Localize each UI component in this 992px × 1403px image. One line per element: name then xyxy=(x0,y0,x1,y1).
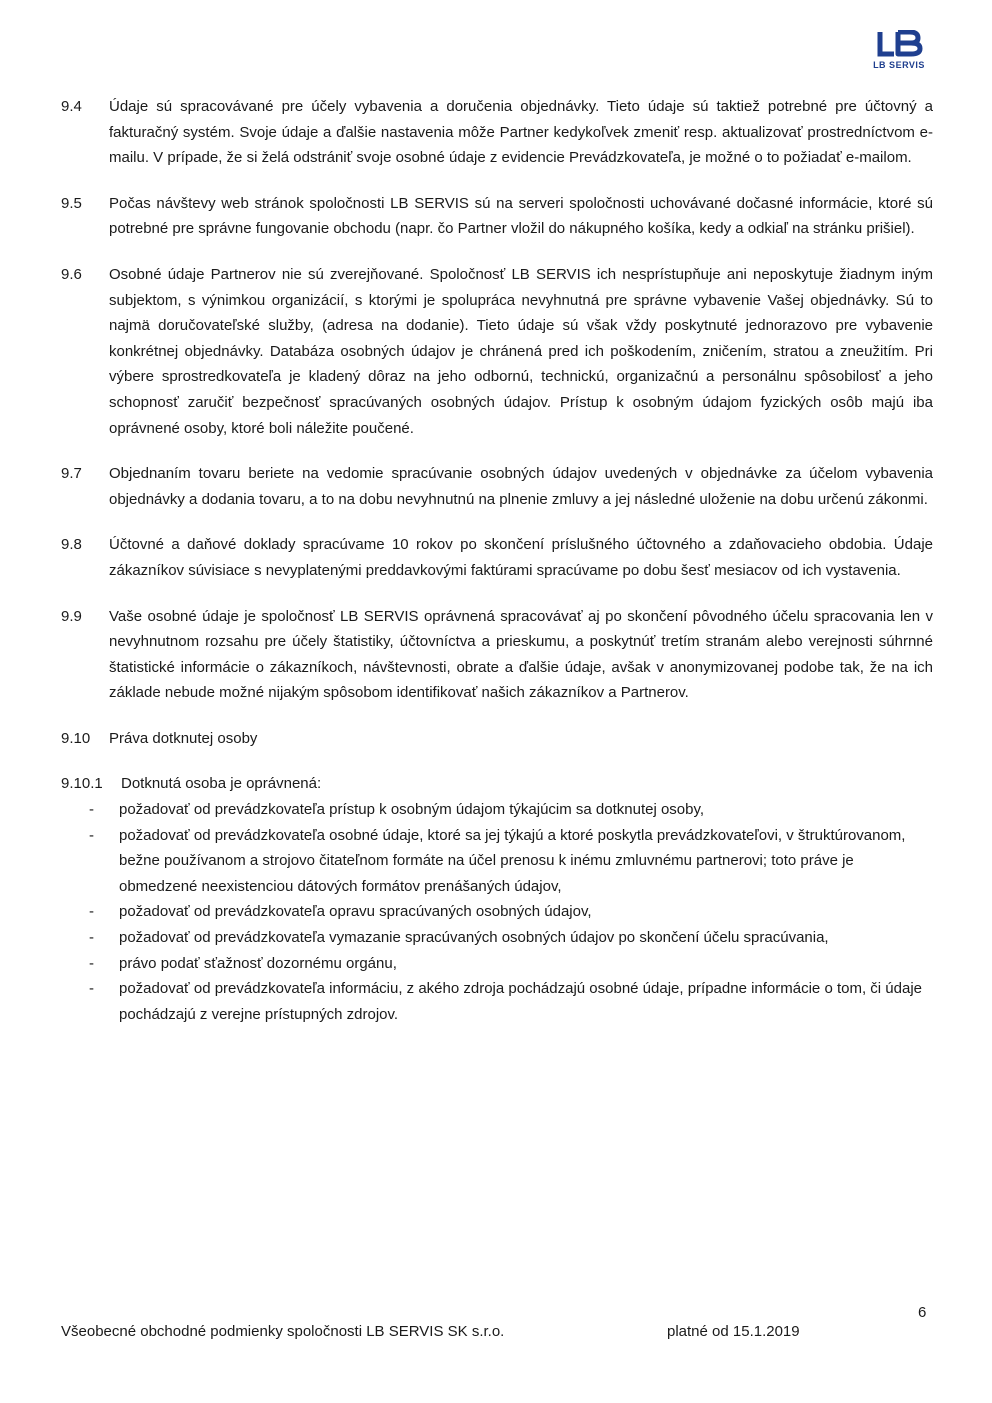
list-item xyxy=(61,823,933,900)
subsection-number: 9.10.1 xyxy=(61,775,103,793)
section-heading: Práva dotknutej osoby xyxy=(109,729,258,747)
section-text: Účtovné a daňové doklady spracúvame 10 rokov po skončení príslušného účtovného a zdaňovacieho obdobia. Údaje zákazníkov súvisiace s nevyplatenými preddavkovými faktúrami spracúvame po dobu šesť mesiacov od ich vystavenia. xyxy=(109,536,933,579)
page-number: 6 xyxy=(918,1304,927,1321)
list-item-text: požadovať od prevádzkovateľa prístup k osobným údajom týkajúcim sa dotknutej osoby, xyxy=(119,801,705,819)
list-dash: - xyxy=(89,954,94,972)
list-dash: - xyxy=(89,903,94,921)
list-item-text: požadovať od prevádzkovateľa informáciu, z akého zdroja pochádzajú osobné údaje, prípadne informácie o tom, či údaje pochádzajú z verejne prístupných zdrojov. xyxy=(119,980,922,1023)
section-number: 9.6 xyxy=(61,265,82,283)
subsection-9-10-1 xyxy=(61,771,933,797)
section-text: Údaje sú spracovávané pre účely vybavenia a doručenia objednávky. Tieto údaje sú taktiež potrebné pre účtovný a fakturačný systém. Svoje údaje a ďalšie nastavenia môže Partner kedykoľvek zmeniť resp. aktualizovať prostredníctvom e-mailu. V prípade, že si želá odstrániť svoje osobné údaje z evidencie Prevádzkovateľa, je možné o to požiadať e-mailom. xyxy=(109,98,933,167)
section-9-10 xyxy=(61,726,933,752)
list-dash: - xyxy=(89,980,94,998)
list-item xyxy=(61,925,933,951)
list-dash: - xyxy=(89,826,94,844)
subsection-title: Dotknutá osoba je oprávnená: xyxy=(121,775,322,793)
section-text: Počas návštevy web stránok spoločnosti LB SERVIS sú na serveri spoločnosti uchovávané dočasné informácie, ktoré sú potrebné pre správne fungovanie obchodu (napr. čo Partner vložil do nákupného košíka, kedy a odkiaľ na stránku prišiel). xyxy=(109,194,933,238)
section-9-4 xyxy=(61,94,933,171)
section-9-6 xyxy=(61,262,933,441)
section-number: 9.7 xyxy=(61,465,82,483)
section-text: Objednaním tovaru beriete na vedomie spracúvanie osobných údajov uvedených v objednávke za účelom vybavenia objednávky a dodania tovaru, a to na dobu nevyhnutnú na plnenie zmluvy a jej následné uloženie na dobu určenú zákonmi. xyxy=(109,465,933,508)
section-number: 9.10 xyxy=(61,729,91,747)
list-item xyxy=(61,899,933,925)
list-dash: - xyxy=(89,929,94,947)
section-9-9 xyxy=(61,604,933,706)
rights-list xyxy=(61,797,933,1027)
section-number: 9.4 xyxy=(61,98,82,115)
section-text: Vaše osobné údaje je spoločnosť LB SERVIS oprávnená spracovávať aj po skončení pôvodného účelu spracovania len v nevyhnutnom rozsahu pre účely štatistiky, účtovníctva a prieskumu, a poskytnúť tretím stranám alebo verejnosti súhrnné štatistické informácie o zákazníkoch, návštevnosti, obrate a ďalšie údaje, avšak v anonymizovanej podobe tak, že na ich základe nebude možné nijakým spôsobom identifikovať našich zákazníkov a Partnerov. xyxy=(109,607,933,702)
list-item-text: požadovať od prevádzkovateľa opravu spracúvaných osobných údajov, xyxy=(119,903,592,921)
section-number: 9.8 xyxy=(61,536,82,554)
logo-text: LB SERVIS xyxy=(873,60,925,70)
section-number: 9.5 xyxy=(61,194,82,212)
list-dash: - xyxy=(89,801,94,819)
lb-logo-icon xyxy=(866,30,932,60)
section-9-7 xyxy=(61,461,933,512)
section-text: Osobné údaje Partnerov nie sú zverejňované. Spoločnosť LB SERVIS ich nesprístupňuje ani neposkytuje žiadnym iným subjektom, s výnimkou organizácií, s ktorými je spolupráca nevyhnutná pre správne vybavenie Vašej objednávky. Sú to najmä doručovateľské služby, (adresa na dodanie). Tieto údaje sú však vždy poskytnuté jednorazovo pre vybavenie konkrétnej objednávky. Databáza osobných údajov je chránená pred ich poškodením, zničením, stratou a zneužitím. Pri výbere sprostredkovateľa je kladený dôraz na jeho odbornú, technickú, organizačnú a personálnu spôsobilosť a jeho schopnosť zaručiť bezpečnosť spracúvaných osobných údajov. Prístup k osobným údajom fyzických osôb majú iba oprávnené osoby, ktoré boli náležite poučené. xyxy=(109,265,933,437)
list-item-text: požadovať od prevádzkovateľa osobné údaje, ktoré sa jej týkajú a ktoré poskytla prevádzkovateľovi, v štruktúrovanom, bežne používanom a strojovo čitateľnom formáte na účel prenosu k inému zmluvnému partnerovi; toto práve je obmedzené neexistenciou dátových formátov prenášaných údajov, xyxy=(119,826,906,895)
footer-valid-date: platné od 15.1.2019 xyxy=(667,1323,800,1340)
list-item xyxy=(61,951,933,977)
section-9-8 xyxy=(61,532,933,583)
footer-document-title: Všeobecné obchodné podmienky spoločnosti LB SERVIS SK s.r.o. xyxy=(61,1323,505,1340)
section-number: 9.9 xyxy=(61,607,82,625)
company-logo xyxy=(866,30,932,72)
list-item xyxy=(61,797,933,823)
document-body xyxy=(61,94,933,1027)
list-item-text: požadovať od prevádzkovateľa vymazanie spracúvaných osobných údajov po skončení účelu spracúvania, xyxy=(119,929,829,947)
list-item-text: právo podať sťažnosť dozornému orgánu, xyxy=(119,954,397,972)
section-9-5 xyxy=(61,191,933,242)
list-item xyxy=(61,976,933,1027)
